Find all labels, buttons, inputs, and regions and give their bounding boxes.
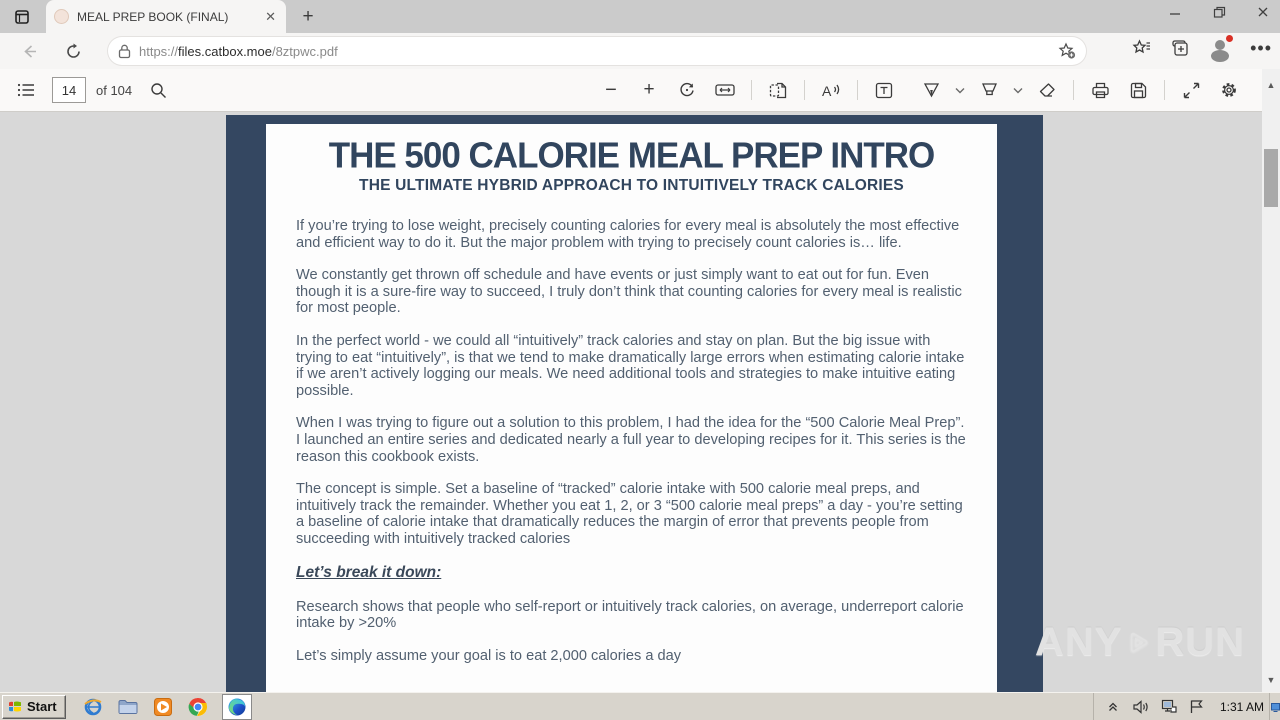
browser-titlebar: [0, 0, 1280, 33]
draw-pen-chevron-icon[interactable]: [953, 75, 967, 105]
tab-favicon-icon: [54, 9, 69, 24]
table-of-contents-icon[interactable]: [10, 75, 42, 105]
restore-icon[interactable]: [1208, 3, 1230, 21]
eraser-icon[interactable]: [1031, 75, 1063, 105]
zoom-out-icon[interactable]: −: [605, 78, 617, 101]
close-window-icon[interactable]: [1252, 3, 1274, 21]
media-player-icon[interactable]: [152, 696, 174, 718]
collections-icon[interactable]: [1170, 38, 1190, 58]
document-subtitle: THE ULTIMATE HYBRID APPROACH TO INTUITIVELY TRACK CALORIES: [359, 177, 904, 194]
lock-icon: [118, 44, 131, 59]
paragraph: We constantly get thrown off schedule and have events or just simply want to eat out for fun. Even though it is a sure-fire way to succeed, I truly don’t think that counting calories for every meal is realistic for most people.: [296, 267, 962, 317]
scroll-down-icon[interactable]: ▼: [1266, 675, 1276, 685]
taskbar: [0, 692, 1280, 720]
pdf-page: [226, 115, 1043, 692]
paragraph: If you’re trying to lose weight, precisely counting calories for every meal is absolutely the most effective and efficient way to do it. But the major problem with trying to precisely count calories is… life.: [296, 218, 960, 251]
fullscreen-icon[interactable]: [1175, 75, 1207, 105]
zoom-in-icon[interactable]: +: [643, 79, 655, 100]
pdf-toolbar: [0, 69, 1262, 112]
watermark-run-label: RUN: [1155, 619, 1245, 664]
scroll-up-icon[interactable]: ▲: [1266, 80, 1276, 90]
profile-avatar[interactable]: [1208, 36, 1232, 60]
back-icon[interactable]: [14, 37, 44, 65]
chrome-icon[interactable]: [187, 696, 209, 718]
url-text: https://files.catbox.moe/8ztpwc.pdf: [139, 43, 338, 59]
highlighter-chevron-icon[interactable]: [1011, 75, 1025, 105]
tray-expand-icon[interactable]: [1104, 698, 1122, 716]
volume-icon[interactable]: [1132, 698, 1150, 716]
pdf-page-content: [266, 124, 997, 692]
paragraph: Research shows that people who self-report or intuitively track calories, on average, underreport calorie intake by >20%: [296, 598, 964, 632]
save-icon[interactable]: [1122, 75, 1154, 105]
taskbar-clock[interactable]: 1:31 AM: [1219, 699, 1264, 714]
settings-gear-icon[interactable]: [1213, 75, 1245, 105]
url-bar[interactable]: [108, 37, 1086, 65]
paragraph: In the perfect world - we could all “intuitively” track calories and stay on plan. But the big issue with trying to eat “intuitively”, is that we tend to make dramatically large errors when estimating calorie intake if we aren’t actively logging our meals. We need additional tools and strategies to make intuitive eating possible.: [296, 332, 965, 399]
edge-icon[interactable]: [222, 694, 252, 720]
start-label: Start: [27, 699, 57, 714]
tab-close-icon[interactable]: ✕: [265, 8, 276, 24]
window-controls: [1164, 3, 1274, 21]
browser-actions: [1132, 36, 1272, 60]
read-aloud-icon[interactable]: [815, 75, 847, 105]
rotate-icon[interactable]: [671, 75, 703, 105]
fit-to-width-icon[interactable]: [709, 75, 741, 105]
text-tool-icon[interactable]: [868, 75, 900, 105]
paragraph: When I was trying to figure out a solution to this problem, I had the idea for the “500 Calorie Meal Prep”. I launched an entire series and dedicated nearly a full year to developing recipes for it. This series is the reason this cookbook exists.: [296, 415, 966, 465]
print-icon[interactable]: [1084, 75, 1116, 105]
show-desktop-button[interactable]: [1269, 693, 1280, 720]
paragraph: Let’s simply assume your goal is to eat 2,000 calories a day: [296, 647, 682, 664]
add-favorite-icon[interactable]: [1058, 42, 1076, 60]
tab-actions-icon[interactable]: [9, 6, 35, 28]
tab-title: MEAL PREP BOOK (FINAL): [77, 9, 229, 24]
pdf-viewer: [0, 112, 1262, 692]
refresh-icon[interactable]: [58, 37, 88, 65]
windows-logo-icon: [8, 699, 23, 714]
anyrun-play-icon: [1126, 611, 1151, 673]
new-tab-button[interactable]: +: [302, 6, 314, 27]
paragraph: The concept is simple. Set a baseline of “tracked” calorie intake with 500 calorie meal preps, and intuitively track the remainder. Whether you eat 1, 2, or 3 “500 calorie meal preps” a day - you’re setting a baseline of calorie intake that dramatically reduces the margin of error that prevents people from succeeding with intuitively tracked calories: [296, 481, 963, 547]
browser-menu-icon[interactable]: •••: [1250, 37, 1272, 58]
section-heading: Let’s break it down:: [296, 563, 442, 581]
favorites-icon[interactable]: [1132, 38, 1152, 58]
highlighter-icon[interactable]: [973, 75, 1005, 105]
page-number-input[interactable]: 14: [52, 77, 86, 103]
vertical-scrollbar[interactable]: [1262, 69, 1280, 692]
system-tray: [1093, 693, 1268, 720]
address-bar: [0, 33, 1280, 69]
search-icon[interactable]: [142, 75, 174, 105]
network-icon[interactable]: [1160, 698, 1178, 716]
start-button[interactable]: [2, 695, 66, 719]
file-explorer-icon[interactable]: [117, 696, 139, 718]
document-body: [296, 218, 967, 664]
page-view-icon[interactable]: [762, 75, 794, 105]
draw-pen-icon[interactable]: [915, 75, 947, 105]
page-count-label: of 104: [96, 82, 133, 98]
notification-dot: [1225, 34, 1234, 43]
svg-text:A: A: [822, 82, 832, 99]
quick-launch: [82, 694, 252, 720]
scrollbar-thumb[interactable]: [1264, 149, 1278, 207]
document-title: THE 500 CALORIE MEAL PREP INTRO: [328, 135, 935, 176]
watermark-any-label: ANY: [1035, 619, 1123, 664]
minimize-icon[interactable]: [1164, 3, 1186, 21]
action-center-flag-icon[interactable]: [1188, 698, 1206, 716]
anyrun-watermark: [1035, 607, 1245, 677]
internet-explorer-icon[interactable]: [82, 696, 104, 718]
browser-tab[interactable]: [46, 0, 286, 33]
